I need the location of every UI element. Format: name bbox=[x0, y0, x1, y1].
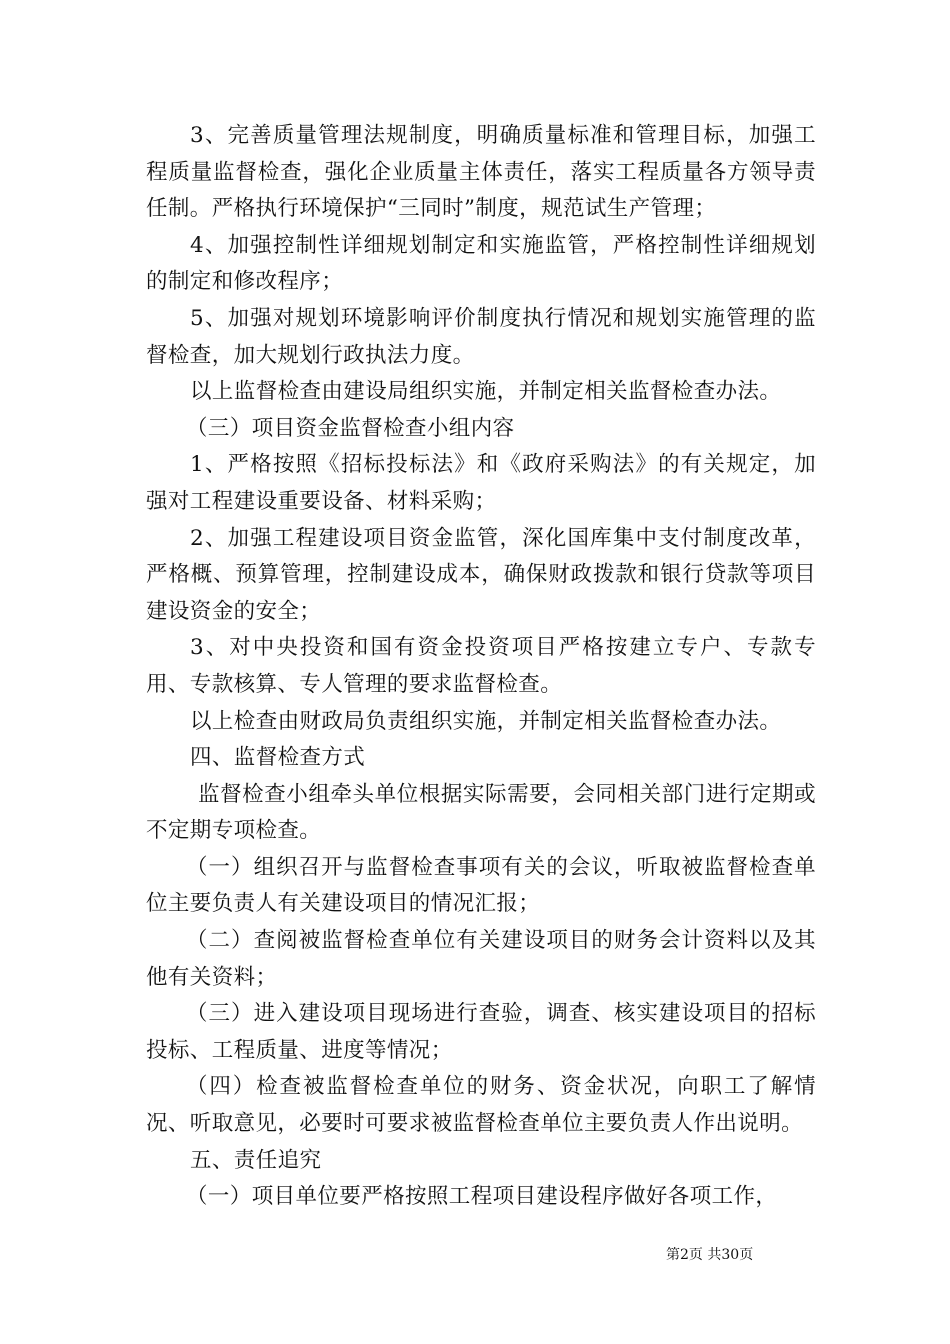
paragraph: （四）检查被监督检查单位的财务、资金状况，向职工了解情况、听取意见，必要时可要求被监督检查单位主要负责人作出说明。 bbox=[146, 1074, 816, 1137]
section-heading: （三）项目资金监督检查小组内容 bbox=[186, 415, 515, 441]
paragraph: 4、加强控制性详细规划制定和实施监管，严格控制性详细规划的制定和修改程序； bbox=[146, 232, 816, 295]
paragraph: 3、对中央投资和国有资金投资项目严格按建立专户、专款专用、专款核算、专人管理的要求监督检查。 bbox=[146, 635, 816, 697]
footer-suffix: 页 bbox=[739, 1247, 754, 1263]
paragraph: （二）查阅被监督检查单位有关建设项目的财务会计资料以及其他有关资料； bbox=[146, 928, 816, 990]
paragraph: 3、完善质量管理法规制度，明确质量标准和管理目标，加强工程质量监督检查，强化企业质量主体责任，落实工程质量各方领导责任制。严格执行环境保护“三同时”制度，规范试生产管理； bbox=[146, 123, 816, 222]
footer-current-page: 2 bbox=[680, 1247, 689, 1263]
paragraph: 以上监督检查由建设局组织实施，并制定相关监督检查办法。 bbox=[190, 379, 782, 405]
footer-prefix: 第 bbox=[666, 1247, 680, 1263]
paragraph: 1、严格按照《招标投标法》和《政府采购法》的有关规定，加强对工程建设重要设备、材料采购； bbox=[146, 452, 816, 514]
paragraph: （一）组织召开与监督检查事项有关的会议，听取被监督检查单位主要负责人有关建设项目的情况汇报； bbox=[146, 854, 816, 917]
paragraph: （一）项目单位要严格按照工程项目建设程序做好各项工作， bbox=[186, 1184, 778, 1210]
footer-total-pages: 30 bbox=[721, 1247, 740, 1263]
page-footer bbox=[666, 1244, 753, 1264]
paragraph: 5、加强对规划环境影响评价制度执行情况和规划实施管理的监督检查，加大规划行政执法力度。 bbox=[146, 305, 816, 368]
section-heading: 四、监督检查方式 bbox=[190, 745, 366, 771]
footer-middle: 页 共 bbox=[688, 1247, 722, 1263]
document-body bbox=[146, 118, 816, 1216]
paragraph: （三）进入建设项目现场进行查验，调查、核实建设项目的招标投标、工程质量、进度等情况； bbox=[146, 1001, 816, 1063]
paragraph: 以上检查由财政局负责组织实施，并制定相关监督检查办法。 bbox=[190, 708, 782, 734]
paragraph: 监督检查小组牵头单位根据实际需要，会同相关部门进行定期或不定期专项检查。 bbox=[146, 781, 816, 844]
section-heading: 五、责任追究 bbox=[190, 1147, 322, 1173]
paragraph: 2、加强工程建设项目资金监管，深化国库集中支付制度改革，严格概、预算管理，控制建设成本，确保财政拨款和银行贷款等项目建设资金的安全； bbox=[146, 525, 816, 624]
